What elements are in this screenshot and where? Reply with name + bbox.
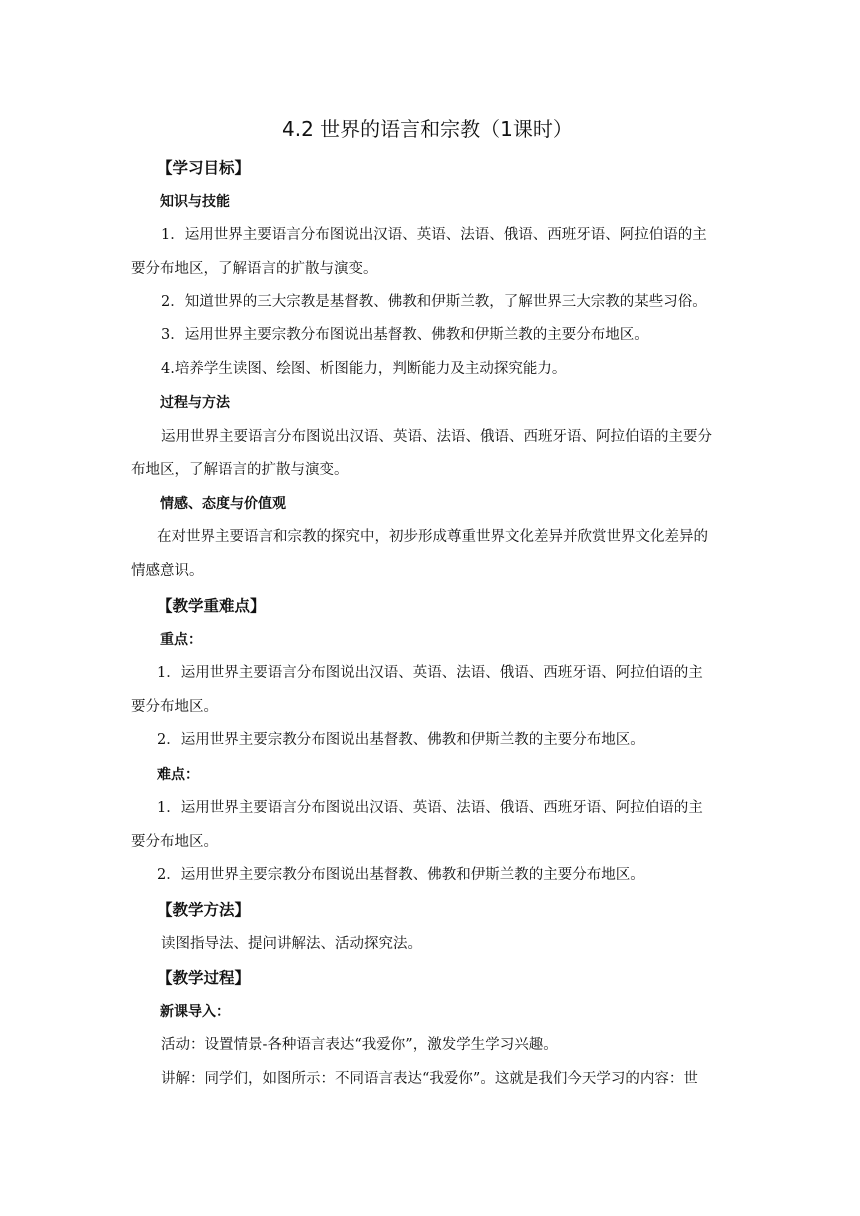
subheading-emotion: 情感、态度与价值观 xyxy=(160,496,286,512)
paragraph-line: 要分布地区，了解语言的扩散与演变。 xyxy=(131,261,378,277)
paragraph-line: 活动：设置情景-各种语言表达“我爱你”，激发学生学习兴趣。 xyxy=(161,1037,558,1053)
subheading-process-method: 过程与方法 xyxy=(160,395,230,411)
paragraph-line: 1．运用世界主要语言分布图说出汉语、英语、法语、俄语、西班牙语、阿拉伯语的主 xyxy=(157,665,703,681)
section-heading-methods: 【教学方法】 xyxy=(157,901,251,919)
paragraph-line: 读图指导法、提问讲解法、活动探究法。 xyxy=(161,936,422,952)
subheading-key: 重点： xyxy=(160,632,202,648)
paragraph-line: 布地区，了解语言的扩散与演变。 xyxy=(131,462,349,478)
section-heading-keypoints: 【教学重难点】 xyxy=(157,597,266,615)
paragraph-line: 1．运用世界主要语言分布图说出汉语、英语、法语、俄语、西班牙语、阿拉伯语的主 xyxy=(157,800,703,816)
page-title: 4.2 世界的语言和宗教（1课时） xyxy=(282,117,573,141)
paragraph-line: 在对世界主要语言和宗教的探究中，初步形成尊重世界文化差异并欣赏世界文化差异的 xyxy=(157,529,708,545)
paragraph-line: 要分布地区。 xyxy=(131,834,218,850)
paragraph-line: 3．运用世界主要宗教分布图说出基督教、佛教和伊斯兰教的主要分布地区。 xyxy=(161,327,649,343)
paragraph-line: 2．运用世界主要宗教分布图说出基督教、佛教和伊斯兰教的主要分布地区。 xyxy=(157,867,645,883)
paragraph-line: 1．运用世界主要语言分布图说出汉语、英语、法语、俄语、西班牙语、阿拉伯语的主 xyxy=(161,227,707,243)
section-heading-objectives: 【学习目标】 xyxy=(157,159,251,177)
subheading-intro: 新课导入： xyxy=(160,1004,230,1020)
subheading-difficult: 难点： xyxy=(157,767,199,783)
paragraph-line: 2．运用世界主要宗教分布图说出基督教、佛教和伊斯兰教的主要分布地区。 xyxy=(157,732,645,748)
paragraph-line: 讲解：同学们，如图所示：不同语言表达“我爱你”。这就是我们今天学习的内容：世 xyxy=(161,1071,698,1087)
paragraph-line: 4.培养学生读图、绘图、析图能力，判断能力及主动探究能力。 xyxy=(161,361,567,377)
section-heading-process: 【教学过程】 xyxy=(157,969,251,987)
paragraph-line: 情感意识。 xyxy=(131,563,204,579)
subheading-knowledge: 知识与技能 xyxy=(160,194,230,210)
paragraph-line: 运用世界主要语言分布图说出汉语、英语、法语、俄语、西班牙语、阿拉伯语的主要分 xyxy=(161,429,712,445)
paragraph-line: 要分布地区。 xyxy=(131,699,218,715)
paragraph-line: 2．知道世界的三大宗教是基督教、佛教和伊斯兰教，了解世界三大宗教的某些习俗。 xyxy=(161,294,707,310)
